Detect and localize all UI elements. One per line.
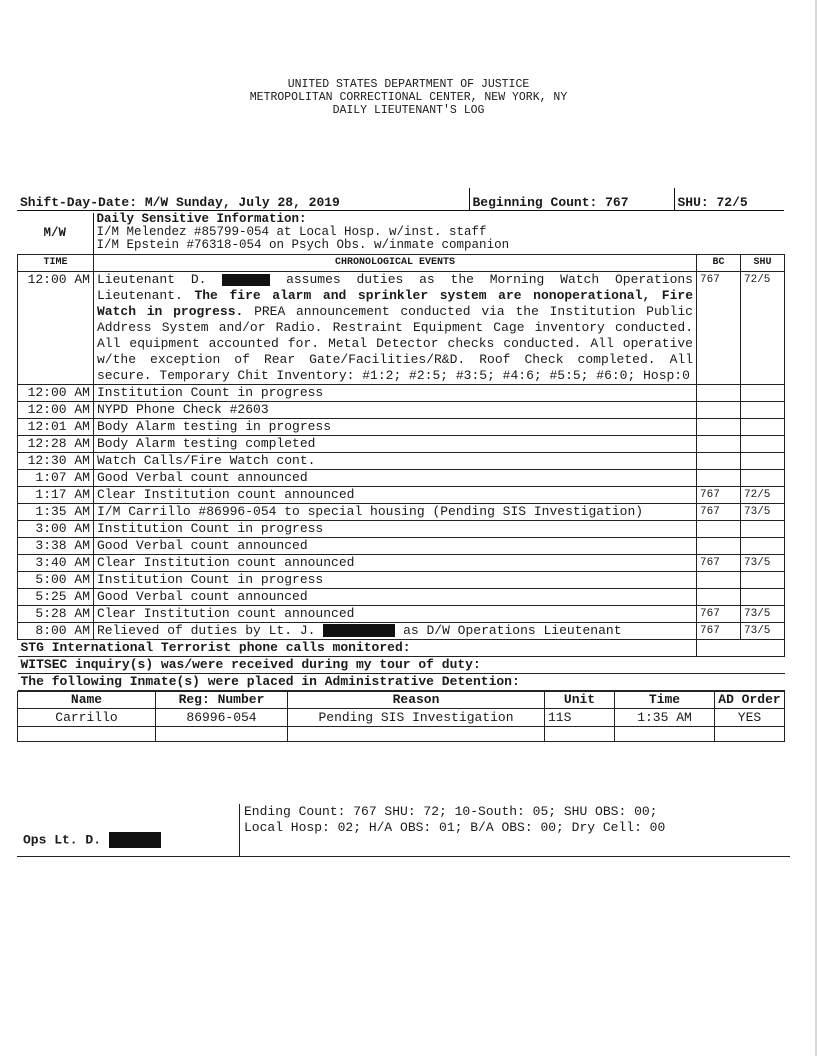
log-bc — [697, 572, 741, 589]
log-row — [18, 589, 785, 606]
log-bc — [697, 436, 741, 453]
log-bc — [697, 385, 741, 402]
ops-lieutenant-label: Ops Lt. D. — [23, 832, 102, 848]
log-row — [18, 272, 785, 385]
log-shu — [741, 453, 785, 470]
witsec-inquiry: WITSEC inquiry(s) was/were received during my tour of duty: — [18, 657, 785, 674]
col-shu-header: SHU — [741, 255, 785, 272]
sensitive-line: I/M Melendez #85799-054 at Local Hosp. w/inst. staff — [96, 225, 487, 239]
ad-name: Carrillo — [18, 709, 156, 727]
event-text: Relieved of duties by Lt. J. — [97, 623, 316, 638]
redaction-bar — [323, 624, 395, 637]
log-row — [18, 402, 785, 419]
log-shu — [741, 589, 785, 606]
ad-reason: Pending SIS Investigation — [288, 709, 545, 727]
event-text: assumes duties as the Morning Watch Operations Lieutenant. — [97, 272, 693, 303]
log-time: 1:07 AM — [18, 470, 94, 487]
log-time: 3:00 AM — [18, 521, 94, 538]
ad-col-reason: Reason — [288, 692, 545, 709]
redaction-bar — [109, 832, 161, 848]
log-event: Institution Count in progress — [94, 521, 697, 538]
log-shu — [741, 419, 785, 436]
log-row — [18, 470, 785, 487]
log-event: Good Verbal count announced — [94, 538, 697, 555]
col-bc-header: BC — [697, 255, 741, 272]
log-time: 5:00 AM — [18, 572, 94, 589]
log-row — [18, 436, 785, 453]
log-bc: 767 — [697, 555, 741, 572]
log-time: 1:35 AM — [18, 504, 94, 521]
sensitive-line: I/M Epstein #76318-054 on Psych Obs. w/inmate companion — [96, 238, 510, 252]
ops-lieutenant — [23, 832, 161, 848]
ending-count — [239, 804, 665, 856]
ad-reg: 86996-054 — [156, 709, 288, 727]
ad-time: 1:35 AM — [615, 709, 715, 727]
log-time: 8:00 AM — [18, 623, 94, 640]
chronological-log — [17, 254, 785, 691]
ad-col-name: Name — [18, 692, 156, 709]
log-event: Good Verbal count announced — [94, 470, 697, 487]
sensitive-title: Daily Sensitive Information: — [96, 212, 307, 226]
log-event: NYPD Phone Check #2603 — [94, 402, 697, 419]
log-shu — [741, 402, 785, 419]
ad-row — [18, 709, 785, 727]
ending-count-line: Ending Count: 767 SHU: 72; 10-South: 05; SHU OBS: 00; — [244, 804, 658, 819]
log-bc: 767 — [697, 272, 741, 385]
ad-empty-row — [18, 727, 785, 742]
shift-bar — [17, 188, 784, 211]
admin-detention-table — [17, 691, 785, 742]
col-time-header: TIME — [18, 255, 94, 272]
log-footer — [17, 804, 790, 857]
log-bc — [697, 453, 741, 470]
shu-count: SHU: 72/5 — [674, 188, 784, 211]
log-event: Institution Count in progress — [94, 385, 697, 402]
log-time: 12:00 AM — [18, 402, 94, 419]
stg-monitored: STG International Terrorist phone calls monitored: — [18, 640, 697, 657]
log-row — [18, 555, 785, 572]
log-time: 5:28 AM — [18, 606, 94, 623]
log-event — [94, 623, 697, 640]
ad-unit: 11S — [545, 709, 615, 727]
log-time: 12:00 AM — [18, 272, 94, 385]
log-row — [18, 504, 785, 521]
shift-day-date: Shift-Day-Date: M/W Sunday, July 28, 2019 — [17, 188, 469, 211]
log-event: I/M Carrillo #86996-054 to special housing (Pending SIS Investigation) — [94, 504, 697, 521]
shift-code: M/W — [17, 213, 93, 254]
log-event: Clear Institution count announced — [94, 487, 697, 504]
log-event: Body Alarm testing completed — [94, 436, 697, 453]
log-bc — [697, 419, 741, 436]
header-log-title: DAILY LIEUTENANT'S LOG — [332, 104, 485, 117]
ad-col-time: Time — [615, 692, 715, 709]
log-event: Clear Institution count announced — [94, 606, 697, 623]
sensitive-info — [17, 213, 784, 254]
beginning-count: Beginning Count: 767 — [469, 188, 674, 211]
event-bold-text: The fire alarm and sprinkler system are nonoperational, Fire Watch in progress. — [97, 288, 694, 319]
log-shu: 73/5 — [741, 606, 785, 623]
ad-col-unit: Unit — [545, 692, 615, 709]
ad-header-row — [18, 692, 785, 709]
log-row — [18, 419, 785, 436]
log-time: 12:00 AM — [18, 385, 94, 402]
event-text: PREA announcement conducted via the Institution Public Address System and/or Radio. Restraint Equipment Cage inventory conducted. All equipment accounted for. Metal Detector checks conducted. All operative w/the exception of Rear Gate/Facilities/R&D. Roof Check completed. All secure. Temporary Chit Inventory: #1:2; #2:5; #3:5; #4:6; #5:5; #6:0; Hosp:0 — [97, 304, 693, 383]
stg-value — [697, 640, 785, 657]
log-row — [18, 606, 785, 623]
log-event: Watch Calls/Fire Watch cont. — [94, 453, 697, 470]
log-bc — [697, 402, 741, 419]
log-row — [18, 623, 785, 640]
log-row — [18, 453, 785, 470]
log-bc: 767 — [697, 487, 741, 504]
ad-col-order: AD Order — [715, 692, 785, 709]
log-time: 5:25 AM — [18, 589, 94, 606]
log-time: 3:38 AM — [18, 538, 94, 555]
log-bc: 767 — [697, 504, 741, 521]
log-bc — [697, 538, 741, 555]
ending-count-line: Local Hosp: 02; H/A OBS: 01; B/A OBS: 00; Dry Cell: 00 — [244, 820, 666, 835]
log-time: 12:28 AM — [18, 436, 94, 453]
log-row — [18, 538, 785, 555]
log-bc — [697, 589, 741, 606]
log-shu — [741, 436, 785, 453]
log-shu — [741, 572, 785, 589]
log-shu: 72/5 — [741, 487, 785, 504]
log-event: Body Alarm testing in progress — [94, 419, 697, 436]
log-event: Institution Count in progress — [94, 572, 697, 589]
log-shu — [741, 538, 785, 555]
log-bc — [697, 470, 741, 487]
log-shu — [741, 521, 785, 538]
log-shu — [741, 385, 785, 402]
log-bc: 767 — [697, 623, 741, 640]
ad-col-reg: Reg: Number — [156, 692, 288, 709]
log-shu: 73/5 — [741, 555, 785, 572]
log-event: Good Verbal count announced — [94, 589, 697, 606]
log-shu — [741, 470, 785, 487]
col-events-header: CHRONOLOGICAL EVENTS — [94, 255, 697, 272]
event-text: as D/W Operations Lieutenant — [403, 623, 622, 638]
log-time: 12:30 AM — [18, 453, 94, 470]
log-shu: 72/5 — [741, 272, 785, 385]
header-agency: UNITED STATES DEPARTMENT OF JUSTICE — [287, 78, 530, 91]
admin-detention-title: The following Inmate(s) were placed in Administrative Detention: — [18, 674, 785, 691]
log-event: Clear Institution count announced — [94, 555, 697, 572]
log-bc — [697, 521, 741, 538]
log-shu: 73/5 — [741, 504, 785, 521]
log-sheet — [17, 188, 784, 742]
log-event-opening — [94, 272, 697, 385]
log-time: 1:17 AM — [18, 487, 94, 504]
ad-order: YES — [715, 709, 785, 727]
log-row — [18, 487, 785, 504]
log-shu: 73/5 — [741, 623, 785, 640]
log-bc: 767 — [697, 606, 741, 623]
log-row — [18, 385, 785, 402]
header-facility: METROPOLITAN CORRECTIONAL CENTER, NEW YORK, NY — [249, 91, 568, 104]
event-text: Lieutenant D. — [97, 272, 207, 287]
log-time: 12:01 AM — [18, 419, 94, 436]
log-row — [18, 572, 785, 589]
redaction-bar — [222, 274, 270, 286]
header — [0, 78, 817, 117]
log-time: 3:40 AM — [18, 555, 94, 572]
log-row — [18, 521, 785, 538]
